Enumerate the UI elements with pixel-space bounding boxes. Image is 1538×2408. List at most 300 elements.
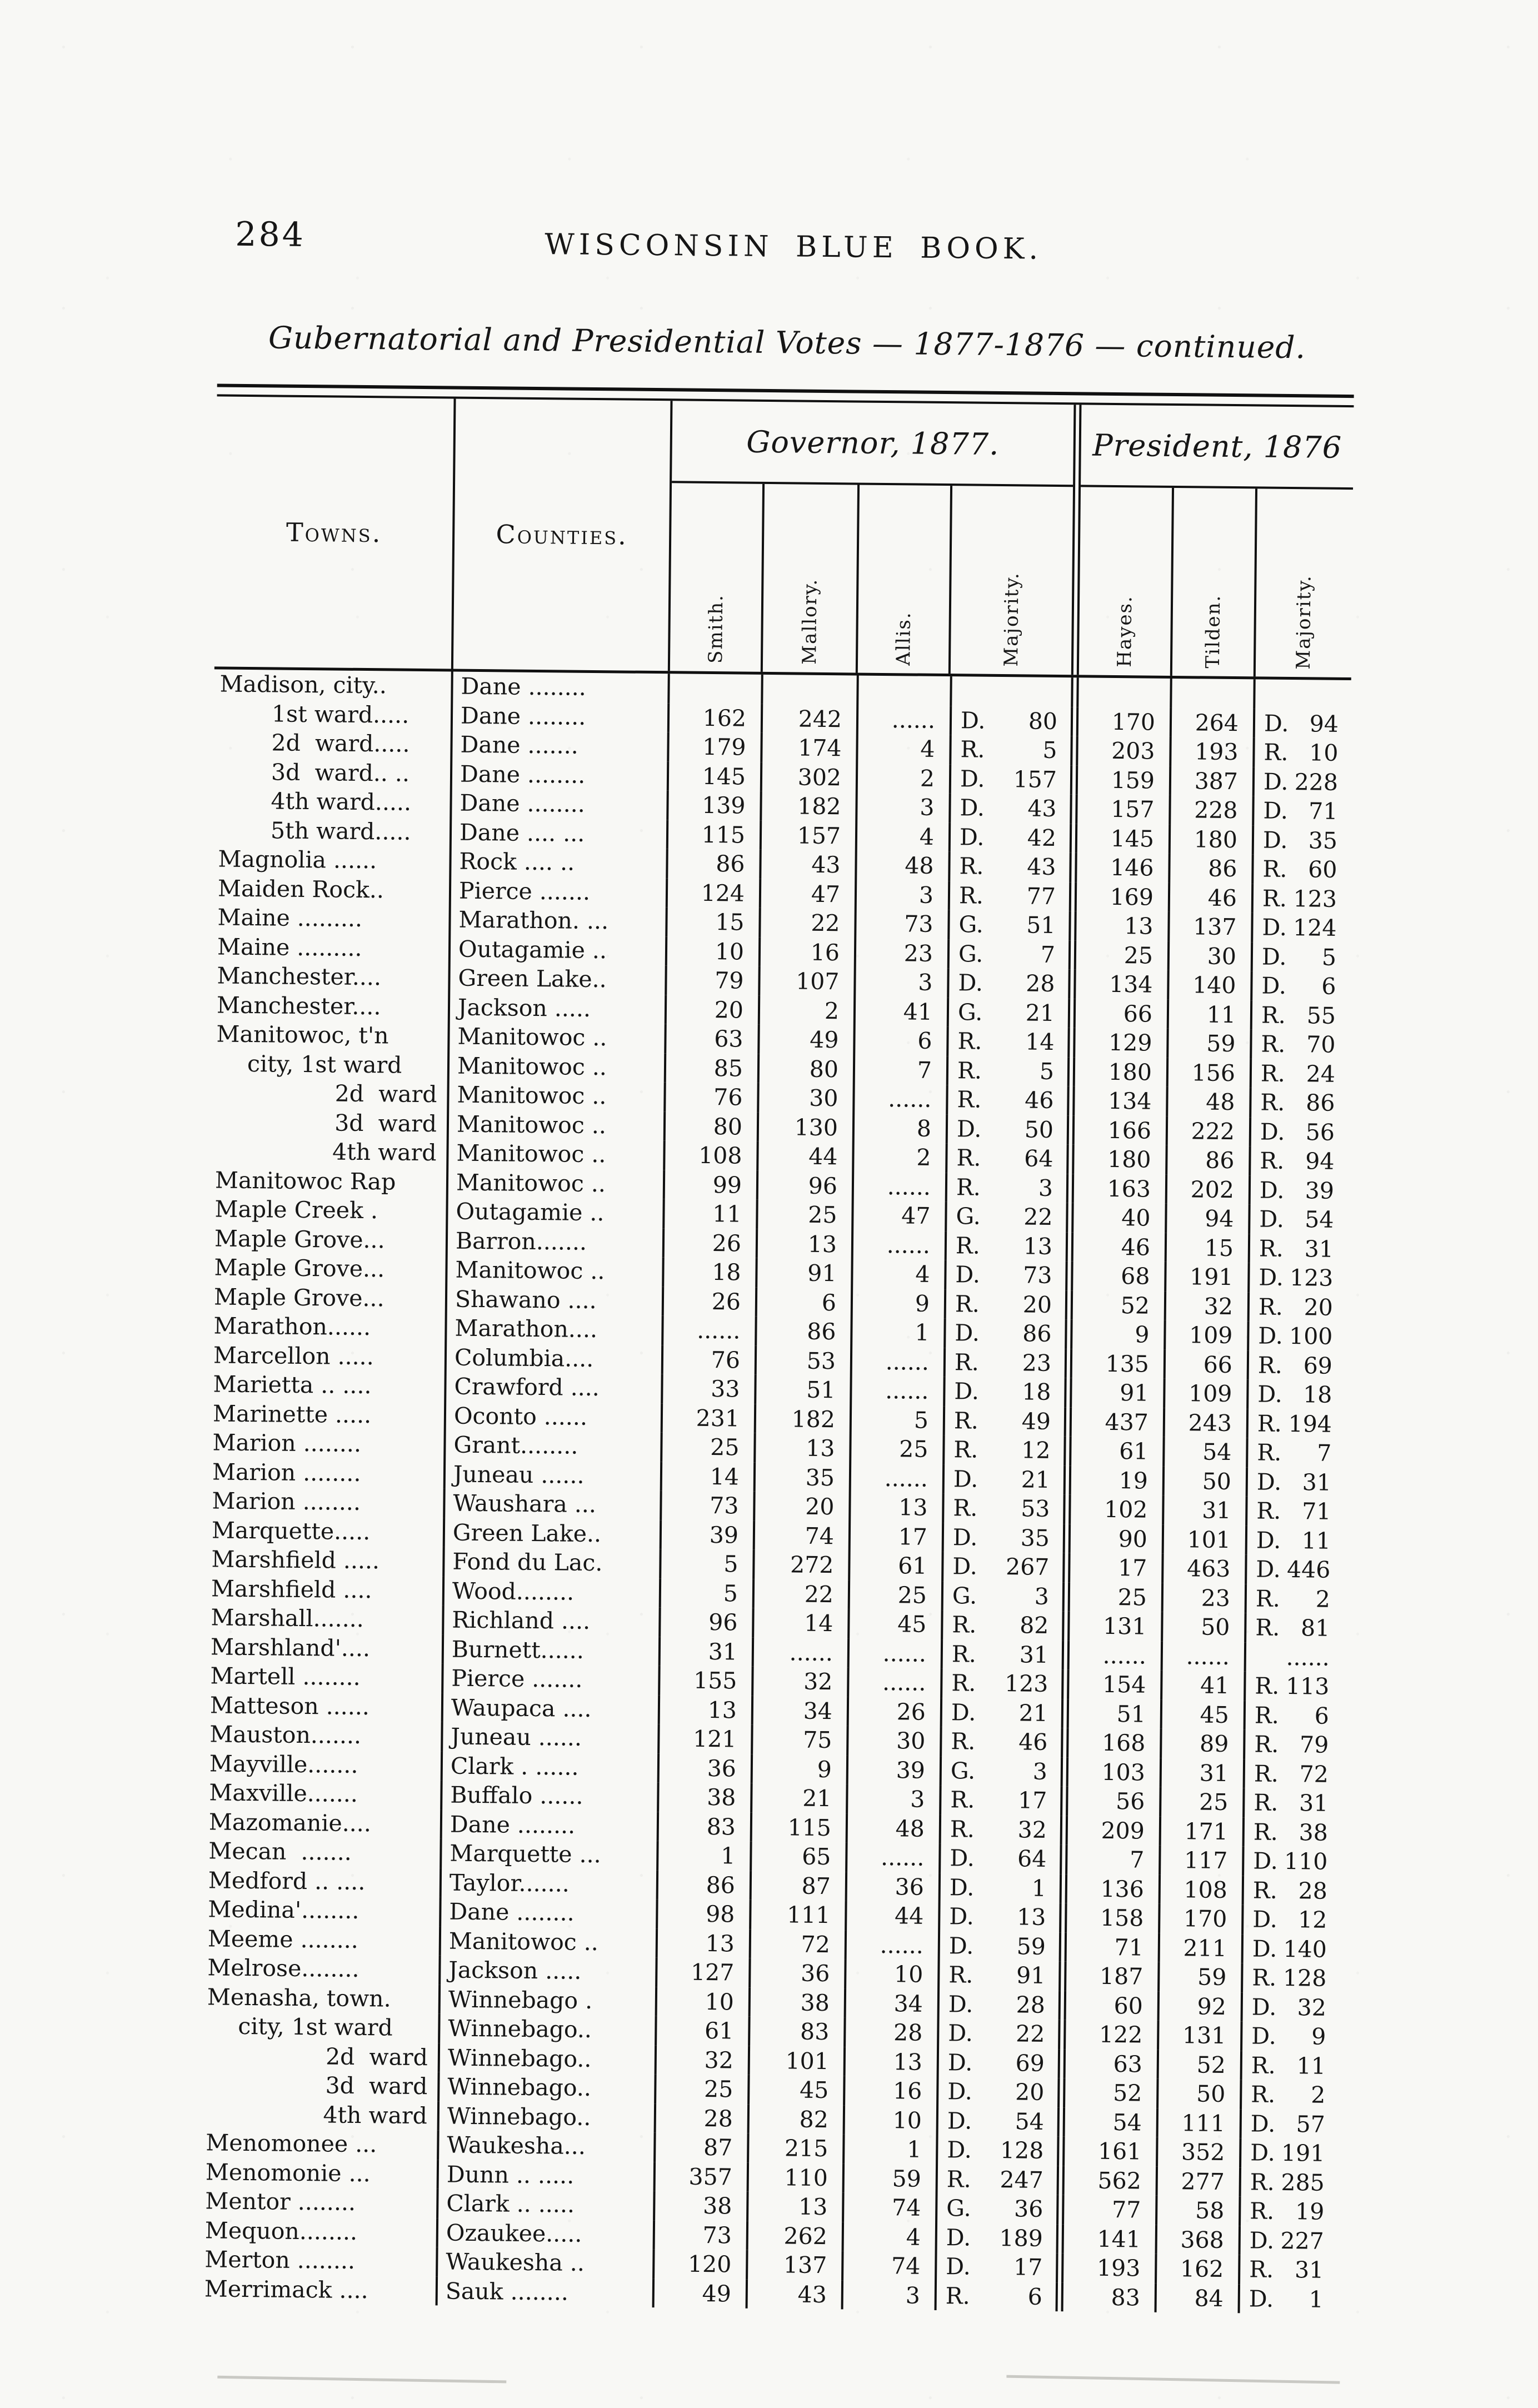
tilden-votes-cell: 243	[1165, 1408, 1249, 1438]
hayes-votes-cell: 52	[1073, 1290, 1166, 1320]
pres-majority-number: 12	[1297, 1906, 1327, 1933]
allis-votes-cell: 7	[855, 1055, 948, 1085]
tilden-votes-cell: 180	[1171, 824, 1254, 854]
mallory-votes-cell: 82	[750, 2104, 845, 2134]
pres-majority-cell	[1249, 1350, 1345, 1380]
gov-majority-party: R.	[948, 1961, 973, 1988]
gov-majority-cell	[946, 1348, 1067, 1378]
pres-majority-cell	[1252, 1029, 1347, 1059]
pres-majority-cell	[1240, 2284, 1336, 2314]
gov-majority-party: R.	[951, 1640, 977, 1668]
town-cell: Merton ........	[199, 2245, 438, 2276]
smith-votes-cell: 120	[655, 2249, 748, 2279]
pres-majority-number: 446	[1286, 1556, 1331, 1584]
pres-majority-number: 18	[1302, 1381, 1332, 1409]
pres-majority-cell	[1240, 2255, 1336, 2285]
smith-votes-cell: 99	[665, 1170, 758, 1200]
pres-majority-cell	[1250, 1263, 1345, 1293]
pres-majority-number: 28	[1298, 1877, 1328, 1905]
tilden-votes-cell: 111	[1159, 2108, 1242, 2138]
gov-majority-cell	[942, 1668, 1063, 1699]
tilden-votes-cell: 109	[1165, 1379, 1249, 1409]
smith-votes-cell: 115	[668, 820, 762, 850]
gov-majority-cell	[942, 1698, 1063, 1728]
gov-majority-cell	[949, 998, 1070, 1028]
gov-majority-cell	[947, 1173, 1068, 1203]
gov-majority-number: 14	[1025, 1028, 1055, 1056]
county-cell: Clark .. .....	[438, 2188, 655, 2220]
gov-majority-party: R.	[946, 2165, 971, 2193]
pres-majority-party: R.	[1249, 2256, 1274, 2284]
tilden-votes-cell: 25	[1161, 1787, 1245, 1817]
smith-votes-cell: 61	[657, 2016, 750, 2046]
section-divider	[1063, 1699, 1070, 1728]
mallory-votes-cell: ......	[754, 1637, 850, 1667]
smith-votes-cell: 87	[656, 2132, 749, 2162]
town-cell: Marion ........	[207, 1428, 446, 1459]
section-divider	[1058, 2224, 1065, 2254]
town-cell: Mauston.......	[204, 1719, 443, 1751]
county-cell: Ozaukee.....	[438, 2218, 655, 2249]
pres-majority-party: R.	[1250, 2197, 1275, 2225]
tilden-votes-cell: ......	[1163, 1641, 1246, 1671]
pres-majority-party: R.	[1257, 1352, 1283, 1379]
town-cell: Marietta .. ....	[207, 1369, 446, 1401]
pres-majority-cell	[1247, 1496, 1343, 1526]
gov-majority-party: D.	[956, 1115, 982, 1143]
pres-majority-number: 2	[1310, 2081, 1326, 2108]
county-cell: Columbia....	[447, 1343, 663, 1374]
smith-votes-cell: 127	[657, 1957, 751, 1987]
gov-majority-cell	[937, 2223, 1058, 2254]
county-cell: Manitowoc ..	[448, 1139, 665, 1170]
gov-majority-cell	[940, 1960, 1061, 1991]
pres-majority-number: 60	[1308, 856, 1337, 884]
smith-votes-cell: 85	[666, 1053, 760, 1083]
pres-majority-number: 19	[1295, 2198, 1325, 2225]
gov-majority-cell	[937, 2252, 1058, 2282]
gov-majority-number: 20	[1015, 2078, 1045, 2106]
gov-majority-cell	[943, 1610, 1064, 1641]
pres-majority-cell	[1244, 1876, 1340, 1906]
mallory-votes-cell: 53	[757, 1345, 852, 1375]
gov-majority-cell	[938, 2165, 1059, 2195]
town-cell: Marshfield ....	[206, 1574, 445, 1606]
gov-majority-party: G.	[952, 1582, 977, 1609]
county-cell: Barron.......	[448, 1226, 665, 1257]
gov-majority-number: 21	[1021, 1466, 1051, 1493]
town-cell: Manitowoc Rap	[209, 1165, 448, 1197]
gov-majority-party: D.	[960, 794, 985, 821]
allis-votes-cell: 3	[843, 2280, 937, 2310]
hayes-votes-cell: 91	[1072, 1378, 1165, 1408]
gov-majority-cell	[946, 1289, 1067, 1320]
pres-majority-cell	[1245, 1759, 1341, 1789]
allis-votes-cell: 34	[846, 1988, 940, 2018]
county-cell: Manitowoc ..	[450, 1051, 666, 1082]
pres-majority-number: 55	[1306, 1002, 1336, 1029]
mallory-votes-cell: 80	[760, 1054, 855, 1084]
smith-votes-cell: ......	[663, 1315, 757, 1345]
gov-majority-party: D.	[952, 1553, 978, 1580]
tilden-votes-cell: 15	[1167, 1233, 1250, 1263]
town-cell: Medford .. ....	[203, 1866, 442, 1897]
allis-votes-cell: ......	[851, 1463, 945, 1493]
section-divider	[1066, 1436, 1072, 1465]
votes-table	[199, 383, 1354, 2314]
gov-majority-number: 42	[1027, 824, 1057, 851]
pres-majority-number: 11	[1296, 2052, 1326, 2080]
town-cell: Marquette.....	[206, 1515, 445, 1547]
gov-majority-number: 21	[1025, 999, 1055, 1026]
pres-majority-cell	[1246, 1671, 1341, 1701]
smith-votes-cell: 36	[660, 1753, 753, 1783]
gov-majority-cell	[948, 1114, 1069, 1145]
pres-majority-cell	[1249, 1321, 1345, 1351]
scan-artifact-line	[1006, 2375, 1340, 2384]
county-cell: Richland ....	[444, 1605, 661, 1636]
allis-votes-cell: 28	[846, 2017, 939, 2047]
town-cell: Meeme ........	[202, 1924, 441, 1956]
mallory-votes-cell: 96	[758, 1170, 854, 1200]
county-cell: Dane ........	[441, 1897, 658, 1928]
section-divider	[1065, 1494, 1071, 1524]
pres-majority-party: R.	[1262, 885, 1287, 912]
pres-majority-party: D.	[1262, 826, 1288, 854]
county-cell: Jackson .....	[450, 993, 667, 1024]
counties-column-header	[453, 399, 673, 671]
section-divider	[1062, 1874, 1068, 1903]
pres-majority-number: 54	[1305, 1206, 1334, 1234]
town-cell: Merrimack ....	[199, 2274, 438, 2306]
gov-majority-party: D.	[947, 2048, 973, 2076]
gov-majority-party: R.	[957, 1086, 982, 1113]
town-cell: Maiden Rock..	[212, 874, 451, 905]
hayes-votes-cell: 51	[1069, 1699, 1162, 1729]
mallory-votes-cell: 65	[752, 1842, 847, 1872]
allis-votes-cell: 9	[853, 1288, 946, 1318]
mallory-votes-cell: 75	[753, 1725, 848, 1755]
pres-majority-cell	[1244, 1934, 1339, 1964]
town-cell: Menomonie ...	[200, 2157, 439, 2189]
pres-majority-number: 140	[1283, 1935, 1327, 1963]
pres-majority-cell	[1255, 679, 1351, 709]
pres-majority-party: D.	[1253, 1847, 1279, 1875]
hayes-votes-cell: 145	[1077, 824, 1171, 854]
smith-votes-cell: 79	[667, 965, 760, 995]
gov-majority-cell	[942, 1756, 1063, 1787]
allis-votes-cell: 3	[856, 968, 949, 998]
pres-majority-number: 70	[1306, 1031, 1336, 1059]
gov-majority-party: D.	[948, 1990, 973, 2018]
allis-votes-cell: 16	[845, 2076, 938, 2106]
pres-majority-number: 20	[1304, 1294, 1334, 1321]
table-caption: Gubernatorial and Presidential Votes — 1877-1876 — continued.	[268, 320, 1306, 366]
county-cell: Dane ........	[453, 701, 670, 732]
pres-majority-party: D.	[1252, 1906, 1278, 1933]
gov-majority-column-header	[951, 486, 1073, 675]
towns-column-header	[214, 396, 456, 669]
hayes-votes-cell: 134	[1076, 969, 1169, 999]
town-cell: 1st ward.....	[214, 699, 453, 730]
town-cell: city, 1st ward	[211, 1049, 450, 1080]
tilden-votes-cell: 140	[1169, 970, 1252, 1000]
section-divider	[1071, 852, 1077, 882]
gov-majority-number: 21	[1018, 1699, 1048, 1727]
section-divider	[1067, 1261, 1073, 1290]
town-cell: Magnolia ......	[212, 844, 451, 876]
tilden-votes-cell: 191	[1166, 1262, 1250, 1292]
hayes-votes-cell: 180	[1075, 1057, 1169, 1087]
gov-majority-party: G.	[958, 940, 983, 968]
pres-majority-cell	[1241, 2138, 1337, 2168]
gov-majority-number: 43	[1027, 795, 1057, 822]
gov-majority-party: R.	[953, 1436, 978, 1463]
pres-majority-party: D.	[1252, 1935, 1277, 1962]
smith-votes-cell: 10	[667, 936, 761, 966]
town-cell: 3d ward	[210, 1107, 449, 1139]
pres-majority-number: 31	[1294, 2256, 1324, 2284]
gov-majority-cell	[947, 1143, 1068, 1174]
pres-majority-cell	[1245, 1788, 1340, 1818]
pres-majority-party: R.	[1250, 2168, 1275, 2196]
gov-majority-cell	[949, 968, 1070, 999]
pres-majority-party: D.	[1258, 1322, 1284, 1350]
gov-majority-cell	[943, 1639, 1064, 1670]
gov-majority-number: 22	[1015, 2020, 1045, 2048]
gov-majority-party: D.	[952, 1523, 978, 1551]
allis-votes-cell: ......	[858, 705, 952, 735]
tilden-votes-cell: 387	[1171, 766, 1255, 796]
pres-majority-party: R.	[1254, 1789, 1279, 1817]
county-cell: Manitowoc ..	[449, 1109, 666, 1140]
smith-votes-cell: 76	[663, 1345, 757, 1375]
section-divider	[1063, 1669, 1070, 1699]
town-cell: 2d ward	[210, 1078, 449, 1109]
smith-votes-cell: 63	[666, 1024, 760, 1054]
pres-majority-number: 38	[1299, 1818, 1329, 1846]
smith-votes-cell: 179	[669, 732, 762, 762]
tilden-votes-cell: 41	[1162, 1671, 1246, 1701]
gov-majority-cell	[945, 1464, 1066, 1495]
section-divider	[1060, 2049, 1066, 2078]
gov-majority-number: 32	[1017, 1816, 1047, 1843]
mallory-votes-cell: 137	[748, 2250, 843, 2280]
gov-majority-cell	[951, 735, 1072, 765]
hayes-votes-cell: 154	[1069, 1669, 1162, 1699]
gov-majority-cell	[938, 2106, 1060, 2137]
allis-votes-cell: 74	[843, 2251, 937, 2281]
tilden-votes-cell: 59	[1169, 1029, 1252, 1059]
county-cell: Dane ........	[442, 1809, 659, 1841]
mallory-votes-cell: 91	[757, 1258, 853, 1288]
pres-majority-number: 10	[1309, 739, 1339, 767]
gov-majority-party: R.	[951, 1669, 976, 1697]
section-divider	[1070, 969, 1076, 999]
tilden-votes-cell: 202	[1167, 1174, 1251, 1204]
tilden-votes-cell: 30	[1170, 941, 1253, 971]
gov-majority-cell	[946, 1260, 1067, 1290]
gov-majority-party: R.	[960, 736, 985, 763]
smith-votes-cell: 11	[665, 1199, 758, 1229]
pres-majority-cell	[1251, 1146, 1346, 1176]
pres-majority-party: D.	[1263, 768, 1289, 795]
hayes-votes-cell: 135	[1072, 1349, 1166, 1379]
gov-majority-cell	[948, 1056, 1070, 1086]
tilden-votes-cell: 50	[1159, 2079, 1242, 2109]
gov-majority-number: 86	[1022, 1320, 1052, 1348]
county-cell: Buffalo ......	[442, 1780, 659, 1811]
section-divider	[1070, 999, 1076, 1028]
gov-majority-number: 13	[1023, 1233, 1053, 1260]
section-divider	[1061, 1932, 1067, 1962]
town-cell: Manchester....	[211, 990, 450, 1022]
smith-votes-cell: 155	[660, 1666, 753, 1696]
tilden-votes-cell: 131	[1159, 2021, 1242, 2051]
pres-majority-party: R.	[1251, 2081, 1276, 2108]
gov-majority-number: 36	[1013, 2195, 1043, 2223]
section-divider	[1067, 1319, 1073, 1349]
county-cell: Marquette ...	[442, 1838, 658, 1869]
county-cell: Crawford ....	[446, 1372, 663, 1403]
mallory-votes-cell: 182	[762, 791, 857, 821]
tilden-votes-cell: 48	[1168, 1087, 1251, 1117]
allis-votes-cell: 26	[849, 1697, 942, 1727]
counties-header-label: Counties.	[496, 519, 628, 551]
tilden-votes-cell: 59	[1160, 1962, 1243, 1992]
mallory-votes-cell: 45	[750, 2075, 845, 2105]
gov-majority-party: R.	[955, 1232, 981, 1259]
pres-majority-number: 100	[1289, 1323, 1333, 1350]
hayes-votes-cell: 437	[1072, 1407, 1165, 1437]
gov-majority-party: D.	[948, 2020, 973, 2047]
hayes-votes-cell: 203	[1078, 736, 1171, 766]
section-divider	[1072, 824, 1078, 853]
tilden-votes-cell: 54	[1165, 1437, 1248, 1467]
gov-majority-cell	[944, 1493, 1065, 1524]
town-cell: 3d ward	[201, 2070, 440, 2101]
hayes-votes-cell: 60	[1066, 1991, 1160, 2021]
section-divider	[1059, 2166, 1065, 2195]
county-cell: Manitowoc ..	[449, 1080, 666, 1111]
county-cell: Taylor.......	[442, 1868, 658, 1899]
gov-majority-number: 35	[1020, 1524, 1050, 1552]
mallory-votes-cell: 87	[752, 1871, 847, 1901]
allis-votes-cell: ......	[847, 1930, 940, 1960]
mallory-votes-cell: 32	[753, 1667, 849, 1697]
pres-majority-party: R.	[1260, 1089, 1285, 1116]
allis-votes-cell: 3	[857, 792, 951, 822]
smith-votes-cell: 49	[655, 2279, 748, 2309]
pres-majority-number: 71	[1309, 797, 1338, 825]
allis-votes-cell	[858, 676, 952, 706]
hayes-votes-cell: 102	[1071, 1494, 1164, 1524]
smith-votes-cell: 73	[655, 2220, 748, 2250]
mallory-votes-cell: 107	[760, 966, 856, 996]
mallory-votes-cell: 14	[754, 1608, 850, 1638]
hayes-votes-cell: 122	[1066, 2020, 1159, 2050]
tilden-votes-cell: 193	[1171, 737, 1255, 767]
section-divider	[1066, 1407, 1072, 1437]
gov-majority-cell	[945, 1406, 1066, 1437]
gov-majority-party: R.	[953, 1494, 978, 1522]
smith-votes-cell: 25	[656, 2074, 750, 2104]
hayes-votes-cell: 187	[1066, 1961, 1160, 1991]
hayes-votes-cell: 129	[1075, 1028, 1169, 1058]
hayes-votes-cell: 166	[1075, 1115, 1168, 1145]
town-cell: Martell ........	[204, 1661, 443, 1693]
county-cell: Jackson .....	[441, 1955, 657, 1986]
smith-votes-cell: 13	[658, 1928, 751, 1958]
mallory-votes-cell: 182	[756, 1404, 852, 1434]
pres-majority-cell	[1251, 1175, 1346, 1205]
pres-majority-party: D.	[1262, 914, 1287, 941]
pres-majority-party: R.	[1252, 1964, 1277, 1992]
allis-votes-cell: 1	[845, 2134, 938, 2164]
pres-majority-cell	[1242, 2051, 1338, 2081]
county-cell: Waukesha ..	[438, 2247, 655, 2278]
tilden-votes-cell: 264	[1172, 707, 1255, 737]
gov-majority-party: D.	[954, 1378, 980, 1405]
pres-majority-cell	[1245, 1817, 1340, 1847]
allis-votes-cell: 39	[848, 1755, 942, 1785]
mallory-votes-cell: 86	[757, 1317, 852, 1347]
section-divider	[1071, 940, 1077, 970]
smith-votes-cell: 25	[662, 1432, 756, 1462]
allis-votes-cell: 3	[857, 880, 950, 910]
allis-votes-cell: ......	[847, 1842, 941, 1872]
section-divider	[1070, 1028, 1076, 1057]
pres-majority-party: D.	[1249, 2285, 1274, 2312]
smith-votes-cell: 20	[667, 995, 760, 1025]
section-divider	[1071, 882, 1077, 911]
gov-majority-number: 50	[1024, 1116, 1054, 1143]
smith-votes-cell: 86	[668, 849, 761, 879]
allis-votes-cell: 4	[857, 821, 951, 851]
town-cell: Maple Creek .	[209, 1194, 448, 1226]
mallory-votes-cell: 9	[753, 1754, 848, 1784]
town-cell: Menasha, town.	[202, 1982, 441, 2014]
section-divider	[1065, 1553, 1071, 1582]
mallory-votes-cell: 174	[762, 733, 858, 763]
tilden-votes-cell: 108	[1161, 1874, 1244, 1905]
pres-majority-cell	[1246, 1701, 1341, 1731]
mallory-votes-cell: 6	[757, 1287, 853, 1317]
allis-votes-cell: 48	[848, 1813, 941, 1843]
county-cell: Clark . ......	[443, 1751, 660, 1782]
county-cell: Winnebago..	[440, 2072, 656, 2103]
president-group-title: President, 1876	[1081, 405, 1354, 490]
allis-votes-cell: 13	[851, 1492, 944, 1522]
town-cell: Marinette .....	[207, 1399, 446, 1430]
pres-majority-cell	[1250, 1204, 1346, 1234]
tilden-votes-cell: 23	[1164, 1583, 1247, 1613]
governor-group-title: Governor, 1877.	[672, 401, 1073, 487]
allis-votes-cell: 5	[852, 1405, 945, 1435]
allis-votes-cell: ......	[853, 1230, 947, 1260]
allis-votes-cell: ......	[855, 1084, 948, 1114]
allis-votes-cell: 25	[851, 1434, 945, 1464]
smith-votes-cell: 124	[668, 878, 761, 908]
pres-majority-party: R.	[1259, 1235, 1284, 1262]
section-divider	[1073, 707, 1079, 736]
pres-majority-number: 56	[1305, 1119, 1335, 1146]
pres-majority-cell	[1250, 1234, 1346, 1264]
mallory-votes-cell: 49	[760, 1025, 855, 1055]
mallory-votes-cell: 34	[753, 1696, 849, 1726]
gov-majority-cell	[950, 881, 1071, 911]
towns-header-label: Towns.	[286, 517, 382, 549]
